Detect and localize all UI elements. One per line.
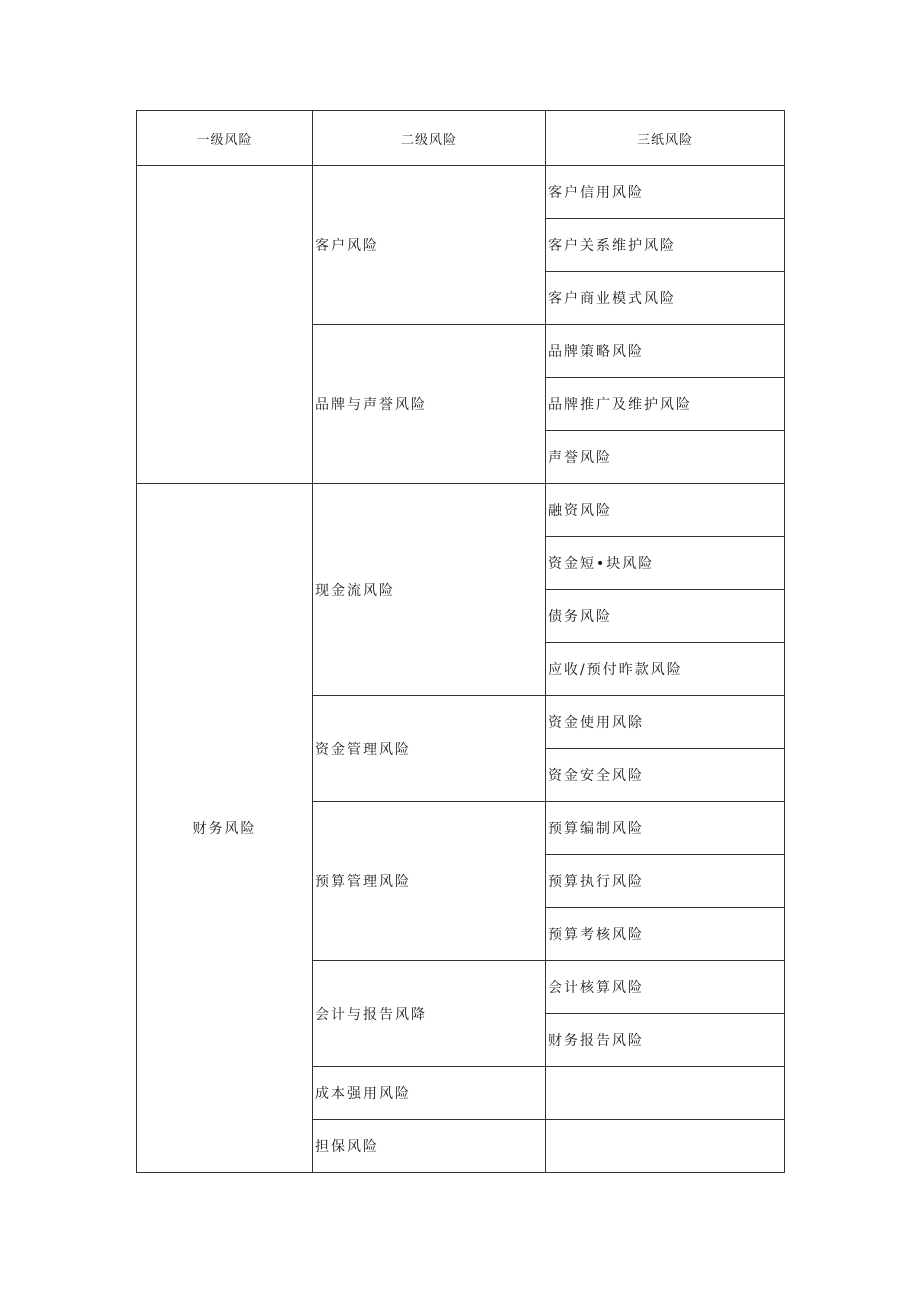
level3-risk-cell: 客户商业模式风险 [546,272,785,325]
header-level1: 一级风险 [137,111,313,166]
level3-risk-cell: 品牌策略风险 [546,325,785,378]
level3-risk-cell: 财务报告风险 [546,1014,785,1067]
level2-risk-cell: 预算管理风险 [313,802,546,961]
table-row [137,484,785,537]
level1-risk-cell: 财务风险 [137,484,313,1173]
level2-risk-cell: 客户风险 [313,166,546,325]
level3-risk-cell: 品牌推广及维护风险 [546,378,785,431]
level2-risk-cell: 担保风险 [313,1120,546,1173]
level2-risk-cell: 现金流风险 [313,484,546,696]
level3-risk-cell [546,1067,785,1120]
level3-risk-cell [546,1120,785,1173]
header-level3: 三纸风险 [546,111,785,166]
level2-risk-cell: 成本强用风险 [313,1067,546,1120]
level1-risk-cell [137,166,313,484]
level3-risk-cell: 预算执行风险 [546,855,785,908]
level3-risk-cell: 预算考核风险 [546,908,785,961]
header-level2: 二级风险 [313,111,546,166]
level2-risk-cell: 会计与报告风降 [313,961,546,1067]
level3-risk-cell: 资金安全风险 [546,749,785,802]
level2-risk-cell: 资金管理风险 [313,696,546,802]
risk-classification-table [136,110,785,1173]
level3-risk-cell: 债务风险 [546,590,785,643]
level3-risk-cell: 客户信用风险 [546,166,785,219]
level3-risk-cell: 融资风险 [546,484,785,537]
level3-risk-cell: 资金使用风除 [546,696,785,749]
level3-risk-cell: 声誉风险 [546,431,785,484]
table-row [137,166,785,219]
header-row [137,111,785,166]
level2-risk-cell: 品牌与声誉风险 [313,325,546,484]
level3-risk-cell: 资金短•块风险 [546,537,785,590]
level3-risk-cell: 客户关系维护风险 [546,219,785,272]
table-body [137,166,785,1173]
table-header [137,111,785,166]
level3-risk-cell: 预算编制风险 [546,802,785,855]
level3-risk-cell: 应收/预付昨款风险 [546,643,785,696]
level3-risk-cell: 会计核算风险 [546,961,785,1014]
